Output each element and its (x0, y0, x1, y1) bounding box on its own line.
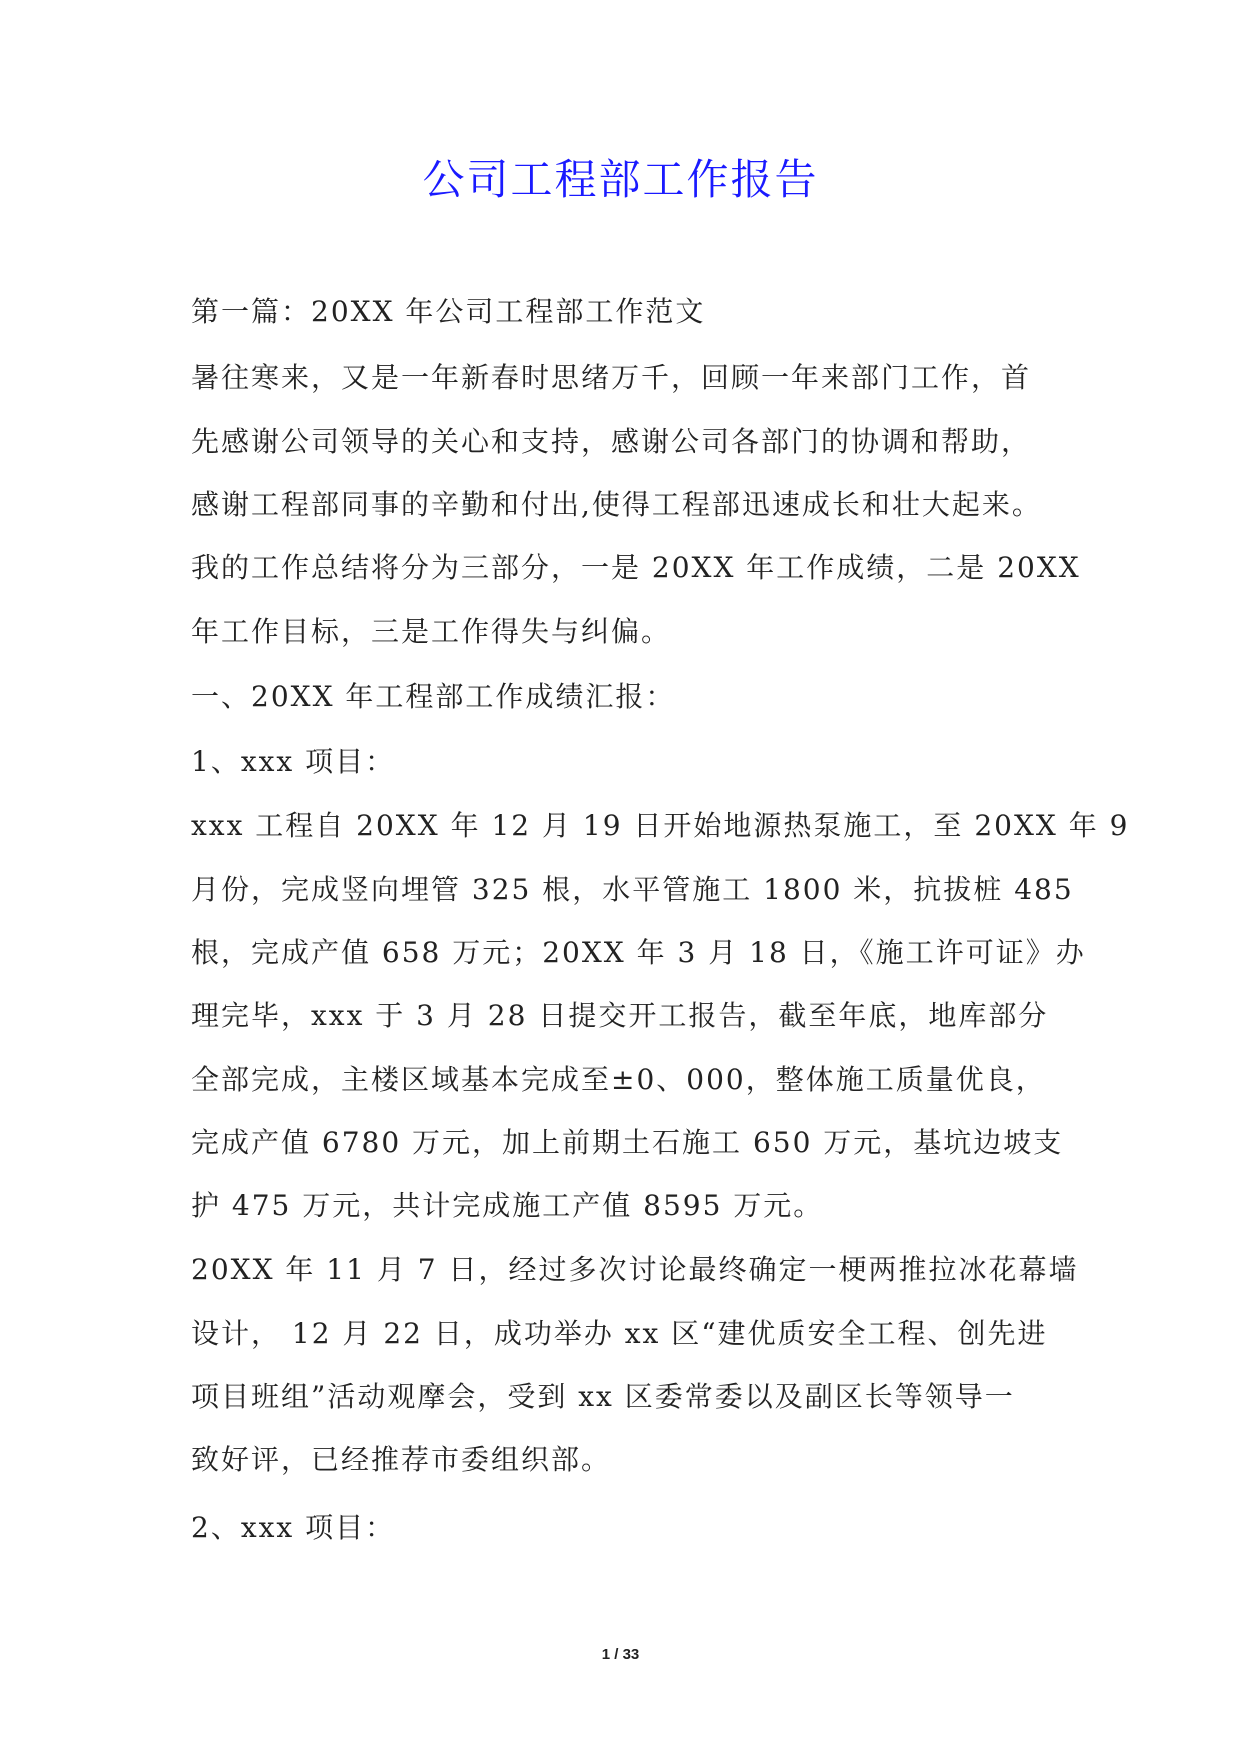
page-title: 公司工程部工作报告 (422, 155, 819, 204)
page-number: 1 / 33 (601, 1646, 640, 1663)
body-line: 我的工作总结将分为三部分，一是 20XX 年工作成绩，二是 20XX (191, 551, 1081, 584)
body-line: 全部完成，主楼区域基本完成至±0、000，整体施工质量优良， (191, 1063, 1046, 1096)
section-heading: 一、20XX 年工程部工作成绩汇报： (191, 680, 676, 713)
body-line: 暑往寒来，又是一年新春时思绪万千，回顾一年来部门工作，首 (191, 361, 1032, 394)
subsection-heading: 1、xxx 项目： (191, 745, 396, 778)
body-line: 第一篇：20XX 年公司工程部工作范文 (191, 295, 706, 328)
body-line: 理完毕，xxx 于 3 月 28 日提交开工报告，截至年底，地库部分 (191, 999, 1049, 1032)
body-line: 月份，完成竖向埋管 325 根，水平管施工 1800 米，抗拔桩 485 (191, 873, 1074, 906)
body-line: 感谢工程部同事的辛勤和付出,使得工程部迅速成长和壮大起来。 (191, 488, 1042, 521)
subsection-heading: 2、xxx 项目： (191, 1511, 396, 1544)
body-line: 设计， 12 月 22 日，成功举办 xx 区“建优质安全工程、创先进 (191, 1317, 1048, 1350)
body-line: 致好评，已经推荐市委组织部。 (191, 1443, 612, 1476)
body-line: 先感谢公司领导的关心和支持，感谢公司各部门的协调和帮助， (191, 425, 1032, 458)
body-line: 20XX 年 11 月 7 日，经过多次讨论最终确定一梗两推拉冰花幕墙 (191, 1253, 1079, 1286)
body-line: 年工作目标，三是工作得失与纠偏。 (191, 615, 672, 648)
body-line: 项目班组”活动观摩会，受到 xx 区委常委以及副区长等领导一 (191, 1380, 1015, 1413)
body-line: xxx 工程自 20XX 年 12 月 19 日开始地源热泵施工，至 20XX 年 9 (191, 809, 1130, 842)
body-line: 根，完成产值 658 万元；20XX 年 3 月 18 日，《施工许可证》办 (191, 936, 1086, 969)
body-line: 护 475 万元，共计完成施工产值 8595 万元。 (191, 1189, 824, 1222)
body-line: 完成产值 6780 万元，加上前期土石施工 650 万元，基坑边坡支 (191, 1126, 1064, 1159)
